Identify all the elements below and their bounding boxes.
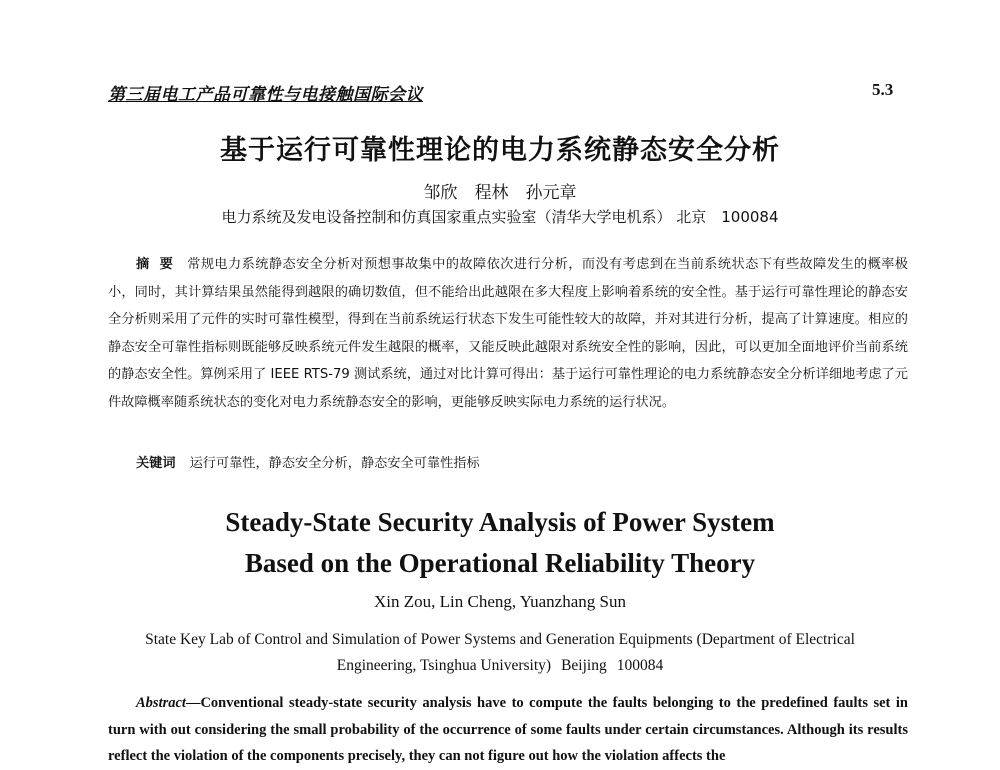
english-abstract-text: —Conventional steady-state security analysis have to compute the faults belonging to the predefined faults set in turn with out considering the small probability of the occurrence of some faults under certain circumstances. Although its results reflect the violation of the components precisely, they can not figure out how the violation affects the <box>108 695 908 764</box>
chinese-abstract <box>108 251 908 417</box>
english-authors: Xin Zou, Lin Cheng, Yuanzhang Sun <box>374 592 626 611</box>
english-abstract <box>108 690 908 770</box>
chinese-abstract-text: 常规电力系统静态安全分析对预想事故集中的故障依次进行分析，而没有考虑到在当前系统状态下有些故障发生的概率极小，同时，其计算结果虽然能得到越限的确切数值，但不能给出此越限在多大程度上影响着系统的安全性。基于运行可靠性理论的静态安全分析则采用了元件的实时可靠性模型，得到在当前系统运行状态下发生可能性较大的故障，并对其进行分析，提高了计算速度。相应的静态安全可靠性指标则既能够反映系统元件发生越限的概率，又能反映此越限对系统安全性的影响，因此，可以更加全面地评价当前系统的静态安全性。算例采用了 IEEE RTS-79 测试系统，通过对比计算可得出：基于运行可靠性理论的电力系统静态安全分析详细地考虑了元件故障概率随系统状态的变化对电力系统静态安全的影响，更能够反映实际电力系统的运行状况。 <box>108 257 908 410</box>
english-affiliation-postcode: 100084 <box>616 657 664 674</box>
english-title <box>0 502 1000 584</box>
chinese-abstract-label: 摘要 <box>136 257 184 272</box>
chinese-keywords-text: 运行可靠性，静态安全分析，静态安全可靠性指标 <box>189 456 480 471</box>
conference-header: 第三届电工产品可靠性与电接触国际会议 <box>108 85 423 105</box>
english-affiliation <box>100 627 900 679</box>
english-title-line1: Steady-State Security Analysis of Power System <box>225 507 775 537</box>
english-title-line2: Based on the Operational Reliability Theory <box>244 548 756 578</box>
english-abstract-label: Abstract <box>136 695 186 711</box>
chinese-authors: 邹欣 程林 孙元章 <box>423 183 577 203</box>
english-affiliation-city: Beijing <box>561 657 607 674</box>
section-number: 5.3 <box>872 80 894 99</box>
chinese-title: 基于运行可靠性理论的电力系统静态安全分析 <box>220 135 780 166</box>
chinese-affiliation: 电力系统及发电设备控制和仿真国家重点实验室（清华大学电机系） 北京 100084 <box>221 208 779 226</box>
english-affiliation-line2 <box>100 653 900 679</box>
chinese-keywords-label: 关键词 <box>136 456 176 471</box>
english-affiliation-org: Engineering, Tsinghua University) <box>336 657 552 674</box>
english-affiliation-line1: State Key Lab of Control and Simulation of Power Systems and Generation Equipments (Department of Electrical <box>145 631 855 648</box>
chinese-keywords <box>136 452 480 471</box>
